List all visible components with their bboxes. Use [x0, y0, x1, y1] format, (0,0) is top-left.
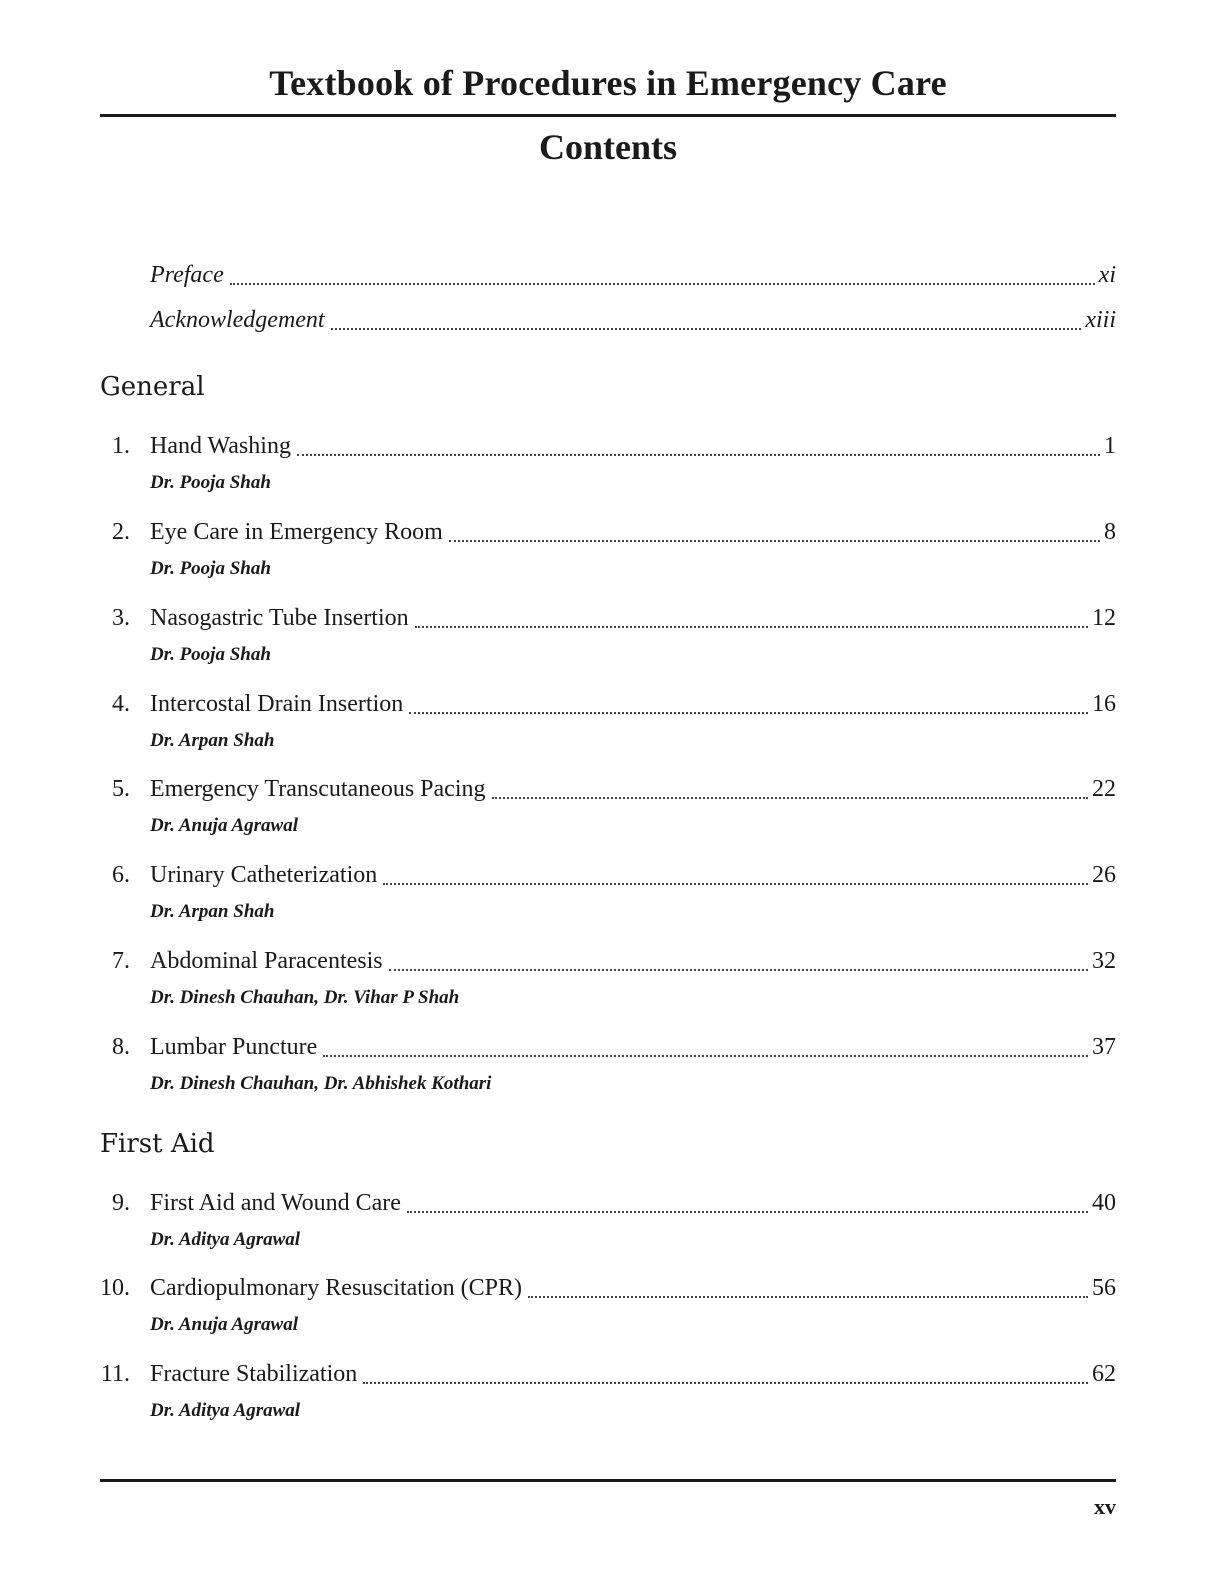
header-rule	[100, 114, 1116, 117]
toc-entry-page: 12	[1092, 605, 1116, 631]
toc-entry[interactable]	[150, 859, 1116, 891]
toc-entry-page: 16	[1092, 691, 1116, 717]
toc-entry-author: Dr. Dinesh Chauhan, Dr. Abhishek Kothari	[150, 1073, 492, 1094]
toc-entry-page: 40	[1092, 1190, 1116, 1216]
toc-entry-page: 1	[1104, 433, 1116, 459]
dot-leader	[323, 1054, 1088, 1057]
toc-entry-author: Dr. Pooja Shah	[150, 644, 271, 665]
toc-entry-page: 22	[1092, 776, 1116, 802]
toc-entry-author: Dr. Dinesh Chauhan, Dr. Vihar P Shah	[150, 987, 460, 1008]
toc-entry-number: 1.	[112, 433, 130, 459]
toc-entry-title: Nasogastric Tube Insertion	[150, 605, 409, 631]
contents-heading: Contents	[538, 127, 677, 167]
toc-entry-title: Intercostal Drain Insertion	[150, 691, 404, 717]
toc-entry-number: 2.	[112, 519, 130, 545]
toc-entry[interactable]	[150, 1187, 1116, 1219]
dot-leader	[492, 796, 1089, 799]
dot-leader	[363, 1381, 1088, 1384]
dot-leader	[383, 882, 1088, 885]
toc-entry[interactable]	[150, 516, 1116, 548]
footer-rule	[100, 1479, 1116, 1482]
toc-entry[interactable]	[150, 1358, 1116, 1390]
toc-entry[interactable]	[150, 430, 1116, 462]
toc-entry[interactable]	[150, 1031, 1116, 1063]
toc-entry-page: xi	[1098, 262, 1116, 288]
toc-entry-page: 56	[1092, 1275, 1116, 1301]
toc-entry-title: Eye Care in Emergency Room	[150, 519, 443, 545]
toc-entry-author: Dr. Pooja Shah	[150, 558, 271, 579]
toc-entry-preface[interactable]	[150, 259, 1116, 291]
toc-entry-author: Dr. Aditya Agrawal	[150, 1400, 301, 1421]
toc-entry-page: 37	[1092, 1034, 1116, 1060]
toc-entry-page: 32	[1092, 948, 1116, 974]
dot-leader	[528, 1295, 1088, 1298]
toc-entry[interactable]	[150, 945, 1116, 977]
dot-leader	[331, 327, 1082, 330]
book-title: Textbook of Procedures in Emergency Care	[269, 63, 947, 103]
toc-entry-title: Abdominal Paracentesis	[150, 948, 383, 974]
toc-entry-number: 9.	[112, 1190, 130, 1216]
section-heading-first-aid: First Aid	[100, 1129, 215, 1159]
toc-entry-acknowledgement[interactable]	[150, 304, 1116, 336]
toc-entry-title: Preface	[150, 262, 224, 288]
dot-leader	[389, 968, 1088, 971]
dot-leader	[449, 539, 1100, 542]
toc-entry-number: 11.	[100, 1361, 130, 1387]
toc-entry-title: Lumbar Puncture	[150, 1034, 318, 1060]
toc-entry-author: Dr. Anuja Agrawal	[150, 1314, 299, 1335]
dot-leader	[407, 1210, 1088, 1213]
dot-leader	[230, 282, 1095, 285]
toc-entry-title: Acknowledgement	[150, 307, 325, 333]
dot-leader	[409, 711, 1088, 714]
toc-entry-title: First Aid and Wound Care	[150, 1190, 401, 1216]
toc-entry-page: 62	[1092, 1361, 1116, 1387]
toc-entry-number: 7.	[112, 948, 130, 974]
dot-leader	[415, 625, 1088, 628]
toc-entry-page: xiii	[1085, 307, 1116, 333]
toc-entry-number: 3.	[112, 605, 130, 631]
toc-entry-author: Dr. Arpan Shah	[150, 901, 275, 922]
toc-entry-number: 10.	[100, 1275, 130, 1301]
toc-entry-number: 6.	[112, 862, 130, 888]
toc-entry-author: Dr. Aditya Agrawal	[150, 1229, 301, 1250]
toc-entry-number: 4.	[112, 691, 130, 717]
toc-entry-title: Urinary Catheterization	[150, 862, 378, 888]
toc-entry-number: 8.	[112, 1034, 130, 1060]
toc-entry-author: Dr. Anuja Agrawal	[150, 815, 299, 836]
section-heading-general: General	[100, 372, 205, 402]
toc-entry-author: Dr. Arpan Shah	[150, 730, 275, 751]
toc-entry-author: Dr. Pooja Shah	[150, 472, 271, 493]
toc-entry[interactable]	[150, 688, 1116, 720]
toc-entry[interactable]	[150, 1272, 1116, 1304]
toc-entry-title: Emergency Transcutaneous Pacing	[150, 776, 486, 802]
toc-entry[interactable]	[150, 773, 1116, 805]
toc-entry-number: 5.	[112, 776, 130, 802]
page-number: xv	[1094, 1494, 1116, 1519]
toc-entry-title: Cardiopulmonary Resuscitation (CPR)	[150, 1275, 522, 1301]
toc-entry-page: 26	[1092, 862, 1116, 888]
toc-entry-page: 8	[1104, 519, 1116, 545]
dot-leader	[297, 453, 1100, 456]
toc-entry[interactable]	[150, 602, 1116, 634]
toc-entry-title: Fracture Stabilization	[150, 1361, 358, 1387]
toc-entry-title: Hand Washing	[150, 433, 291, 459]
